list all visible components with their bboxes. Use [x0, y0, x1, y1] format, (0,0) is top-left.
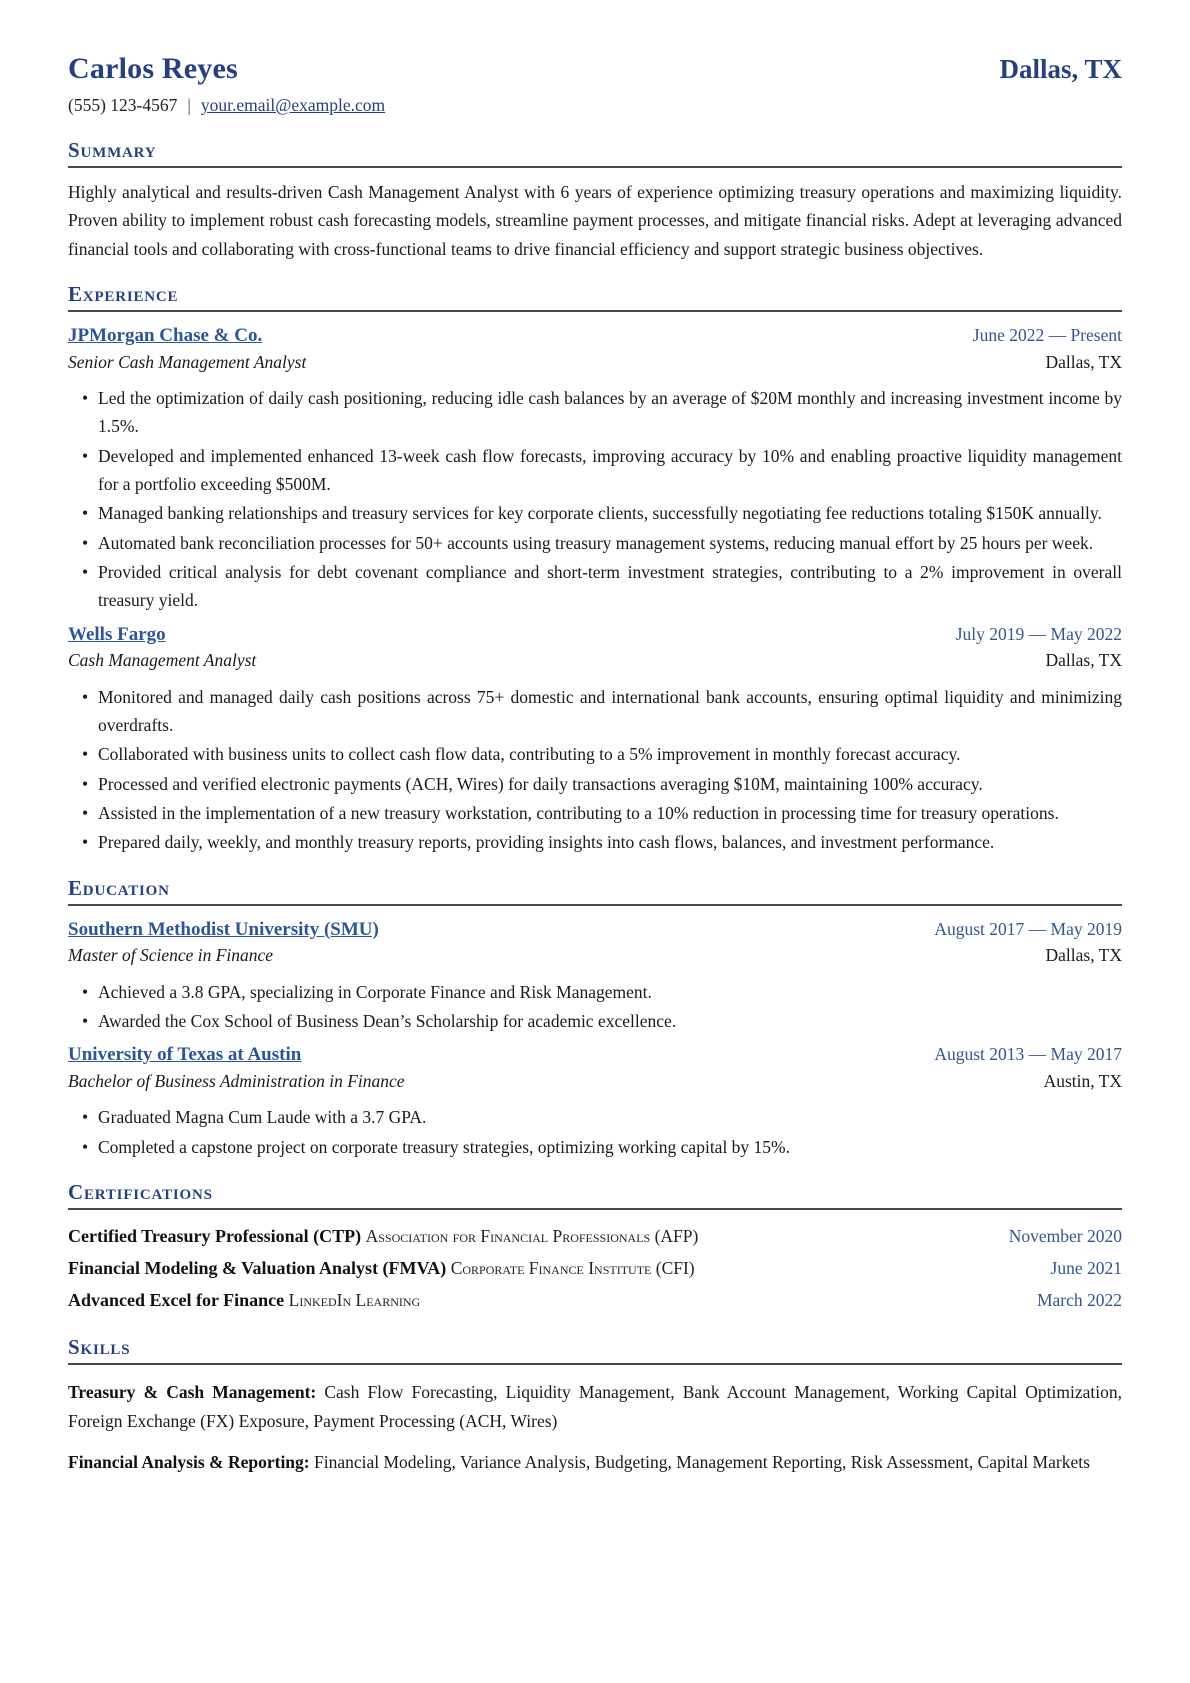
summary-paragraph: Highly analytical and results-driven Cash Management Analyst with 6 years of experience optimizing treasury operations and maximizing liquidity. Proven ability to implement robust cash forecasting models, streamline payment processes, and mitigate financial risks. Adept at leveraging advanced financial tools and collaborating with cross-functional teams to drive financial efficiency and support strategic business objectives.	[68, 182, 1122, 259]
section-title-experience: Experience	[68, 282, 1122, 312]
job-title: Cash Management Analyst	[68, 650, 257, 671]
certification-row	[68, 1284, 1122, 1316]
certification-row	[68, 1220, 1122, 1252]
entry-header-row	[68, 916, 1122, 944]
bullet-item: • Processed and verified electronic payments (ACH, Wires) for daily transactions averaging $10M, maintaining 100% accuracy.	[82, 770, 1122, 798]
bullet-item: • Collaborated with business units to collect cash flow data, contributing to a 5% improvement in monthly forecast accuracy.	[82, 740, 1122, 768]
entry-location: Dallas, TX	[1045, 351, 1122, 372]
header-location: Dallas, TX	[999, 54, 1122, 84]
bullet-item: • Led the optimization of daily cash positioning, reducing idle cash balances by an average of $20M monthly and increasing investment income by 1.5%.	[82, 384, 1122, 441]
bullet-item: • Monitored and managed daily cash positions across 75+ domestic and international bank accounts, ensuring optimal liquidity and minimizing overdrafts.	[82, 683, 1122, 740]
skill-paragraph	[68, 1378, 1122, 1435]
phone-number: (555) 123-4567	[68, 95, 178, 115]
experience-entry-jpmorgan	[68, 322, 1122, 615]
certification-issuer: LinkedIn Learning	[288, 1290, 421, 1311]
resume-header	[68, 52, 1122, 86]
certification-text	[68, 1252, 695, 1284]
bullet-list	[68, 384, 1122, 615]
contact-separator: |	[187, 95, 191, 115]
school-link-utaustin[interactable]: University of Texas at Austin	[68, 1044, 302, 1066]
bullet-list	[68, 978, 1122, 1036]
bullet-item: • Provided critical analysis for debt covenant compliance and short-term investment strategies, contributing to a 2% improvement in overall treasury yield.	[82, 558, 1122, 615]
section-title-skills: Skills	[68, 1335, 1122, 1365]
skill-list: Cash Flow Forecasting, Liquidity Management, Bank Account Management, Working Capital Optimization, Foreign Exchange (FX) Exposure, Payment Processing (ACH, Wires)	[68, 1382, 1122, 1431]
email-link[interactable]: your.email@example.com	[200, 95, 386, 115]
certification-text	[68, 1220, 698, 1252]
entry-subheader-row	[68, 1069, 1122, 1094]
job-title: Senior Cash Management Analyst	[68, 351, 307, 372]
certification-date: June 2021	[1050, 1258, 1122, 1279]
certification-name: Advanced Excel for Finance	[68, 1290, 285, 1311]
certification-issuer: Association for Financial Professionals (AFP)	[365, 1225, 699, 1246]
entry-header-row	[68, 621, 1122, 649]
section-title-certifications: Certifications	[68, 1180, 1122, 1210]
school-link-smu[interactable]: Southern Methodist University (SMU)	[68, 918, 379, 940]
skill-paragraph	[68, 1448, 1122, 1476]
section-title-education: Education	[68, 876, 1122, 906]
education-entry-smu	[68, 916, 1122, 1036]
company-link-jpmorgan[interactable]: JPMorgan Chase & Co.	[68, 325, 263, 347]
entry-subheader-row	[68, 648, 1122, 673]
bullet-item: • Completed a capstone project on corporate treasury strategies, optimizing working capital by 15%.	[82, 1133, 1122, 1161]
skill-list: Financial Modeling, Variance Analysis, Budgeting, Management Reporting, Risk Assessment, Capital Markets	[309, 1452, 1090, 1473]
bullet-item: • Automated bank reconciliation processes for 50+ accounts using treasury management systems, reducing manual effort by 25 hours per week.	[82, 529, 1122, 557]
degree-title: Bachelor of Business Administration in Finance	[68, 1070, 405, 1091]
bullet-item: • Achieved a 3.8 GPA, specializing in Corporate Finance and Risk Management.	[82, 978, 1122, 1006]
certification-date: November 2020	[1008, 1225, 1122, 1246]
entry-dates: August 2017 — May 2019	[934, 918, 1122, 939]
bullet-item: • Graduated Magna Cum Laude with a 3.7 GPA.	[82, 1103, 1122, 1131]
bullet-item: • Developed and implemented enhanced 13-week cash flow forecasts, improving accuracy by 10% and enabling proactive liquidity management for a portfolio exceeding $500M.	[82, 442, 1122, 499]
bullet-item: • Managed banking relationships and treasury services for key corporate clients, successfully negotiating fee reductions totaling $150K annually.	[82, 499, 1122, 527]
education-entry-utaustin	[68, 1041, 1122, 1161]
contact-row	[68, 95, 1122, 116]
entry-dates: June 2022 — Present	[972, 325, 1122, 346]
entry-header-row	[68, 322, 1122, 350]
bullet-item: • Awarded the Cox School of Business Dean’s Scholarship for academic excellence.	[82, 1007, 1122, 1035]
certification-issuer: Corporate Finance Institute (CFI)	[450, 1258, 695, 1279]
entry-location: Dallas, TX	[1045, 945, 1122, 966]
entry-subheader-row	[68, 350, 1122, 375]
skill-category-label: Treasury & Cash Management:	[68, 1382, 317, 1403]
candidate-name: Carlos Reyes	[68, 52, 238, 85]
degree-title: Master of Science in Finance	[68, 945, 274, 966]
certification-text	[68, 1284, 420, 1316]
section-title-summary: Summary	[68, 138, 1122, 168]
entry-dates: July 2019 — May 2022	[955, 623, 1122, 644]
certification-name: Certified Treasury Professional (CTP)	[68, 1225, 362, 1246]
entry-dates: August 2013 — May 2017	[934, 1044, 1122, 1065]
certification-date: March 2022	[1036, 1290, 1122, 1311]
certification-name: Financial Modeling & Valuation Analyst (FMVA)	[68, 1258, 447, 1279]
entry-location: Dallas, TX	[1045, 650, 1122, 671]
bullet-list	[68, 683, 1122, 857]
bullet-list	[68, 1103, 1122, 1161]
company-link-wellsfargo[interactable]: Wells Fargo	[68, 623, 166, 645]
skill-category-label: Financial Analysis & Reporting:	[68, 1452, 310, 1473]
entry-header-row	[68, 1041, 1122, 1069]
experience-entry-wellsfargo	[68, 621, 1122, 857]
bullet-item: • Assisted in the implementation of a new treasury workstation, contributing to a 10% reduction in processing time for treasury operations.	[82, 799, 1122, 827]
certification-row	[68, 1252, 1122, 1284]
entry-location: Austin, TX	[1043, 1070, 1122, 1091]
bullet-item: • Prepared daily, weekly, and monthly treasury reports, providing insights into cash flows, balances, and investment performance.	[82, 828, 1122, 856]
entry-subheader-row	[68, 943, 1122, 968]
